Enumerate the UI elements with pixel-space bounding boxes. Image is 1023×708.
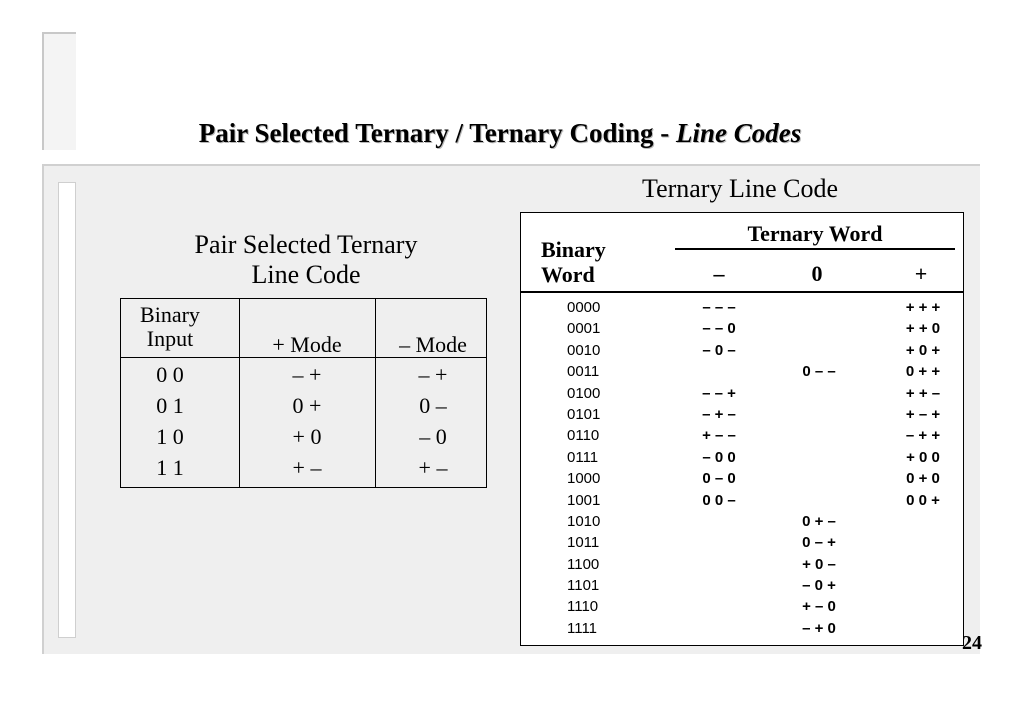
table-row [521,598,963,619]
slide-decoration-bar [58,182,76,638]
header-binary-input [121,303,219,351]
header-minus-mode: – Mode [399,332,467,357]
binary-word-label-line1: Binary [541,237,606,262]
table-row [521,492,963,513]
row-minus: – – + [702,384,736,402]
row-binary: 1001 [567,491,601,509]
row-minus: – 0 0 [702,448,736,466]
table-row [521,620,963,641]
table-cell-input: 1 1 [156,455,184,480]
row-plus: + 0 0 [906,448,940,466]
row-plus: – + + [905,427,941,445]
header-binary-input-line2: Input [146,326,194,351]
row-plus: + + – [905,384,941,402]
row-plus: 0 + + [905,363,941,381]
header-plus-mode: + Mode [272,332,342,357]
table-row [521,513,963,534]
pair-selected-heading-line2: Line Code [251,260,361,289]
table-row [521,427,963,448]
row-binary: 1000 [567,470,601,488]
row-binary: 1110 [567,598,599,616]
row-minus: 0 0 – [702,491,736,509]
ternary-word-underline [675,248,955,250]
row-zero: 0 – – [802,363,836,381]
table-column-divider [375,299,376,487]
row-zero: + 0 – [802,555,836,573]
row-zero: + – 0 [802,598,836,616]
table-row [521,449,963,470]
row-plus: 0 + 0 [906,470,940,488]
row-zero: 0 + – [802,512,836,530]
row-binary: 1011 [567,534,600,552]
table-cell-plus: + – [292,455,322,480]
row-binary: 0010 [567,341,601,359]
table-row [521,363,963,384]
table-cell-plus: + 0 [292,424,322,449]
column-zero-header: 0 [811,261,823,286]
row-binary: 0001 [567,320,601,338]
column-minus-header: – [713,261,725,286]
table-cell-plus: 0 + [292,393,322,418]
binary-word-label-line2: Word [541,262,595,287]
row-plus: + 0 + [905,341,941,359]
table-row [521,470,963,491]
row-minus: – – 0 [702,320,736,338]
pair-selected-heading [130,230,482,290]
row-plus: + – + [905,405,941,423]
table-row [521,385,963,406]
ternary-line-code-heading: Ternary Line Code [642,174,838,203]
row-minus: 0 – 0 [702,470,736,488]
row-plus: + + + [905,299,941,316]
table-column-divider [239,299,240,487]
row-zero: – 0 + [802,577,836,595]
binary-word-label [541,237,606,287]
table-cell-input: 0 1 [156,393,184,418]
page-number: 24 [962,632,982,654]
row-binary: 0011 [567,363,600,381]
row-plus: + + 0 [905,320,941,338]
row-binary: 1010 [567,512,601,530]
table-row [521,320,963,341]
row-binary: 0111 [567,448,599,466]
table-cell-plus: – + [292,362,322,387]
header-binary-input-line1: Binary [140,302,200,327]
row-minus: – 0 – [702,341,736,359]
table-cell-minus: + – [418,455,448,480]
row-minus: – – – [702,299,736,316]
row-minus: + – – [702,427,736,445]
table-row [521,534,963,555]
table-row [521,342,963,363]
pair-selected-heading-line1: Pair Selected Ternary [194,230,418,259]
slide-title [0,118,1000,149]
ternary-word-label: Ternary Word [747,221,883,246]
row-binary: 0000 [567,299,601,316]
column-plus-header: + [914,261,928,286]
table-row [521,577,963,598]
table-cell-input: 1 0 [156,424,184,449]
row-zero: 0 – + [802,534,836,552]
table-row [521,556,963,577]
ternary-line-code-table [520,212,964,646]
row-zero: – + 0 [802,619,836,637]
table-cell-minus: – + [418,362,448,387]
slide-title-main: Pair Selected Ternary / Ternary Coding - [198,118,676,148]
ternary-rows [521,299,963,641]
row-binary: 0100 [567,384,601,402]
row-minus: – + – [702,405,736,423]
table-row [521,406,963,427]
slide-title-italic: Line Codes [676,118,802,148]
table-row [521,299,963,320]
row-binary: 0101 [567,405,601,423]
row-binary: 0110 [567,427,600,445]
row-binary: 1111 [567,619,598,637]
table-header-divider [121,357,486,358]
row-binary: 1100 [567,555,600,573]
row-plus: 0 0 + [906,491,940,509]
table-header-divider [521,291,963,293]
table-cell-minus: 0 – [419,393,447,418]
table-cell-minus: – 0 [419,424,447,449]
row-binary: 1101 [567,577,600,595]
pair-selected-table [120,298,487,488]
table-cell-input: 0 0 [156,362,184,387]
